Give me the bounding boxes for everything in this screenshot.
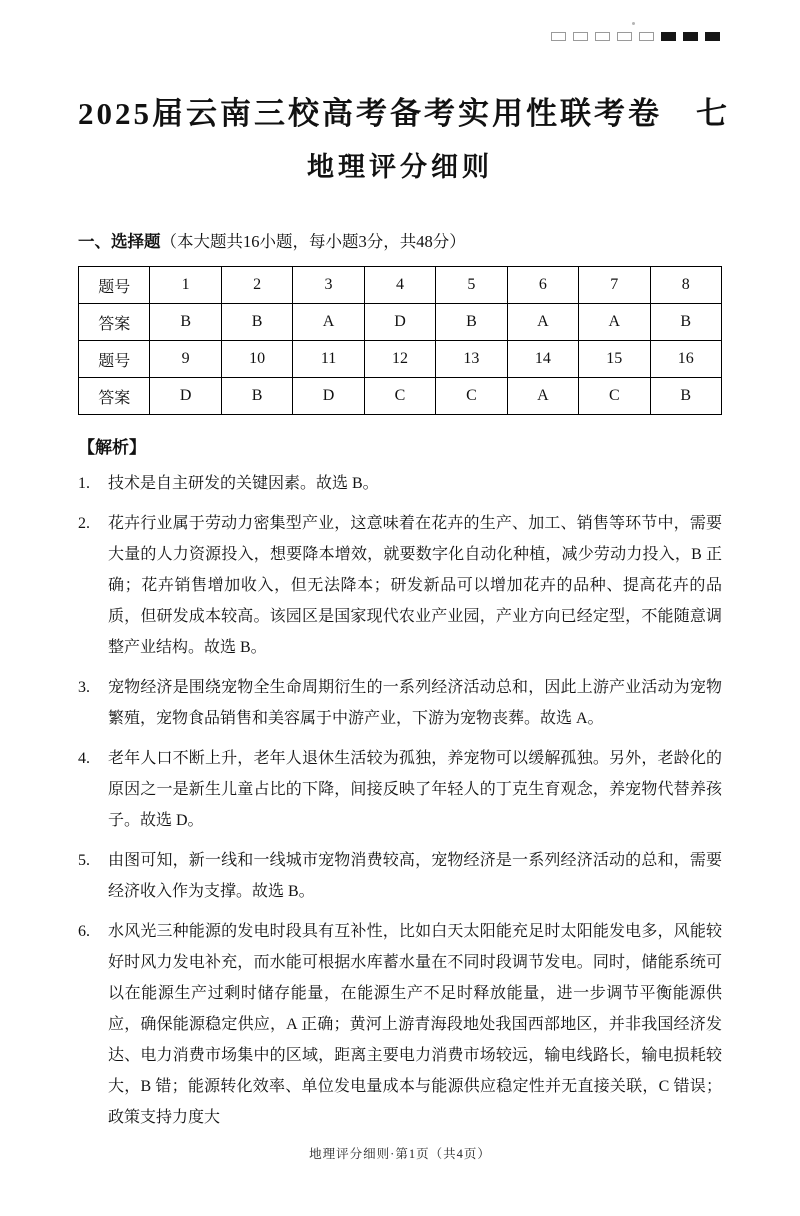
answer-cell: 12: [364, 341, 435, 378]
answer-cell: A: [507, 304, 578, 341]
section-heading: [78, 228, 722, 252]
answer-cell: 15: [579, 341, 650, 378]
row-header-cell: 答案: [79, 304, 150, 341]
answer-cell: 4: [364, 267, 435, 304]
answer-cell: 8: [650, 267, 722, 304]
analysis-item-text: 宠物经济是围绕宠物全生命周期衍生的一系列经济活动总和，因此上游产业活动为宠物繁殖，宠物食品销售和美容属于中游产业，下游为宠物丧葬。故选 A。: [108, 679, 722, 727]
page-footer: 地理评分细则·第1页（共4页）: [309, 1147, 491, 1161]
registration-mark-outline: [639, 32, 654, 41]
answer-cell: 5: [436, 267, 507, 304]
answer-cell: 9: [150, 341, 221, 378]
answer-cell: 3: [293, 267, 364, 304]
answer-cell: D: [150, 378, 221, 415]
analysis-heading: 【解析】: [78, 438, 146, 457]
registration-mark-outline: [573, 32, 588, 41]
registration-mark-filled: [705, 32, 720, 41]
analysis-item: [78, 743, 722, 836]
row-header-cell: 题号: [79, 267, 150, 304]
analysis-list: [78, 468, 722, 1133]
answer-cell: B: [221, 378, 292, 415]
answer-cell: B: [150, 304, 221, 341]
answer-cell: B: [221, 304, 292, 341]
analysis-item: [78, 508, 722, 663]
answer-cell: 14: [507, 341, 578, 378]
registration-dot: [632, 22, 635, 25]
answer-cell: C: [364, 378, 435, 415]
analysis-item-number: 3.: [78, 679, 90, 696]
document-subtitle: 地理评分细则: [307, 152, 493, 182]
analysis-item-text: 老年人口不断上升，老年人退休生活较为孤独，养宠物可以缓解孤独。另外，老龄化的原因之一是新生儿童占比的下降，间接反映了年轻人的丁克生育观念，养宠物代替养孩子。故选 D。: [108, 750, 722, 829]
row-header-cell: 答案: [79, 378, 150, 415]
answer-cell: 16: [650, 341, 722, 378]
analysis-item-text: 水风光三种能源的发电时段具有互补性，比如白天太阳能充足时太阳能发电多，风能较好时风力发电补充，而水能可根据水库蓄水量在不同时段调节发电。同时，储能系统可以在能源生产过剩时储存能量，在能源生产不足时释放能量，进一步调节平衡能源供应，确保能源稳定供应，A 正确；黄河上游青海段地处我国西部地区，并非我国经济发达、电力消费市场集中的区域，距离主要电力消费市场较远，输电线路长，输电损耗较大，B 错；能源转化效率、单位发电量成本与能源供应稳定性并无直接关联，C 错误；政策支持力度大: [108, 923, 722, 1126]
answer-cell: 6: [507, 267, 578, 304]
table-row: [79, 378, 722, 415]
answer-cell: A: [579, 304, 650, 341]
answer-cell: 10: [221, 341, 292, 378]
analysis-item-number: 4.: [78, 750, 90, 767]
table-row: [79, 304, 722, 341]
answer-cell: C: [579, 378, 650, 415]
analysis-item-number: 6.: [78, 923, 90, 940]
document-title: 2025届云南三校高考备考实用性联考卷 七: [78, 96, 730, 131]
answer-cell: A: [507, 378, 578, 415]
analysis-item-number: 5.: [78, 852, 90, 869]
answer-cell: 7: [579, 267, 650, 304]
registration-mark-filled: [661, 32, 676, 41]
answer-table: [78, 266, 722, 415]
registration-mark-filled: [683, 32, 698, 41]
answer-cell: B: [436, 304, 507, 341]
section-heading-rest: （本大题共16小题，每小题3分，共48分）: [160, 232, 466, 251]
answer-cell: A: [293, 304, 364, 341]
registration-mark-outline: [595, 32, 610, 41]
registration-mark-outline: [617, 32, 632, 41]
answer-cell: 2: [221, 267, 292, 304]
answer-cell: 13: [436, 341, 507, 378]
answer-cell: 11: [293, 341, 364, 378]
table-row: [79, 341, 722, 378]
answer-cell: 1: [150, 267, 221, 304]
analysis-item-number: 1.: [78, 475, 90, 492]
analysis-item: [78, 916, 722, 1133]
table-row: [79, 267, 722, 304]
analysis-item-text: 技术是自主研发的关键因素。故选 B。: [108, 475, 379, 492]
analysis-item: [78, 468, 722, 499]
registration-marks: [551, 32, 720, 41]
answer-cell: B: [650, 378, 722, 415]
analysis-item-text: 花卉行业属于劳动力密集型产业，这意味着在花卉的生产、加工、销售等环节中，需要大量的人力资源投入，想要降本增效，就要数字化自动化种植，减少劳动力投入，B 正确；花卉销售增加收入，但无法降本；研发新品可以增加花卉的品种、提高花卉的品质，但研发成本较高。该园区是国家现代农业产业园，产业方向已经定型，不能随意调整产业结构。故选 B。: [108, 515, 722, 656]
analysis-item: [78, 845, 722, 907]
answer-table-body: [79, 267, 722, 415]
row-header-cell: 题号: [79, 341, 150, 378]
analysis-item: [78, 672, 722, 734]
answer-cell: D: [293, 378, 364, 415]
section-heading-bold: 一、选择题: [78, 232, 161, 251]
answer-cell: D: [364, 304, 435, 341]
answer-cell: C: [436, 378, 507, 415]
registration-mark-outline: [551, 32, 566, 41]
analysis-item-text: 由图可知，新一线和一线城市宠物消费较高，宠物经济是一系列经济活动的总和，需要经济收入作为支撑。故选 B。: [108, 852, 722, 900]
analysis-item-number: 2.: [78, 515, 90, 532]
answer-cell: B: [650, 304, 722, 341]
